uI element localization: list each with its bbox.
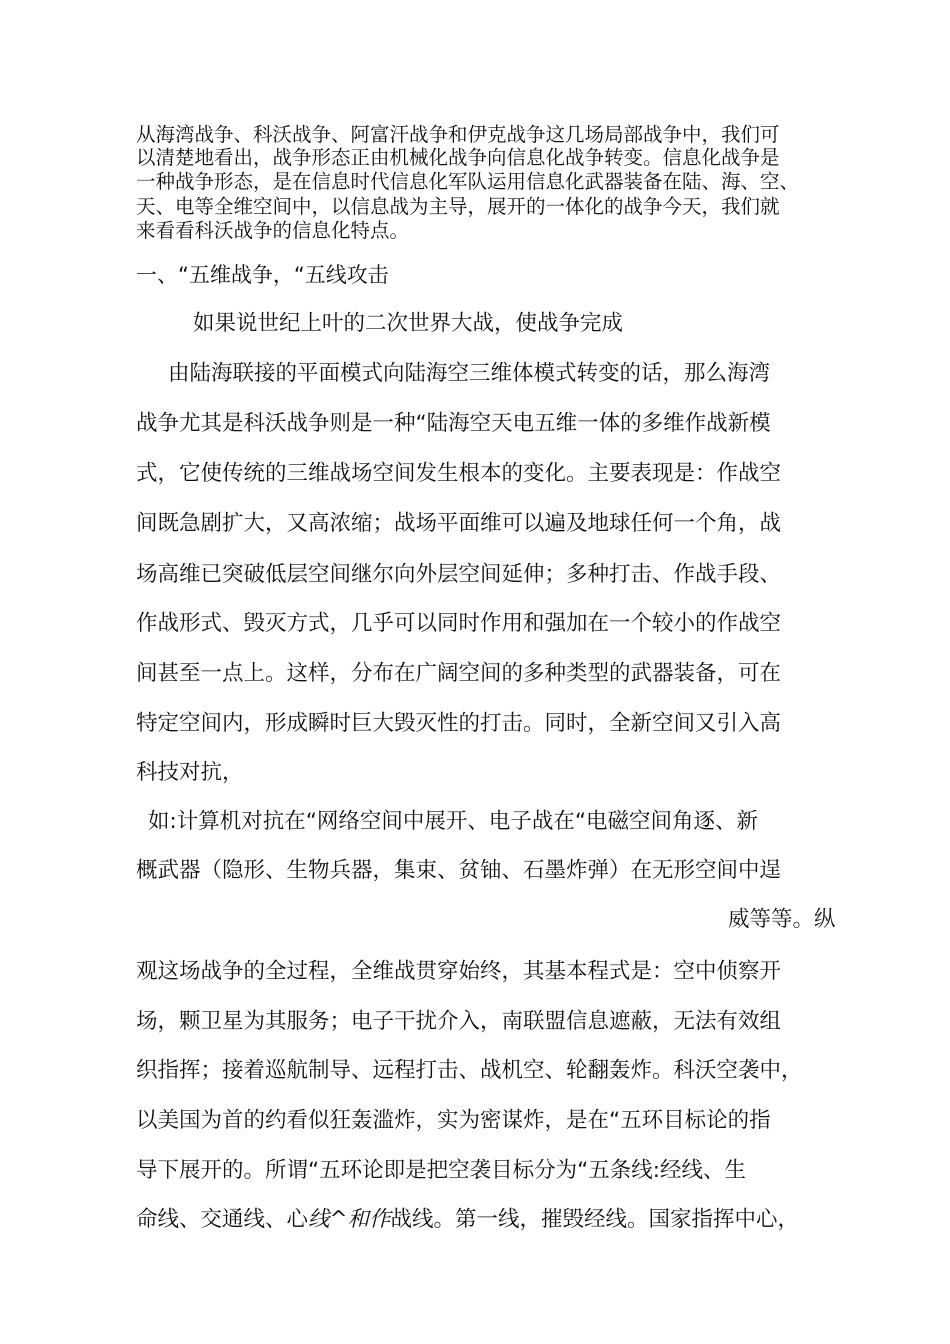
intro-line-5: 来看看科沃战争的信息化特点。 bbox=[136, 219, 410, 242]
body-line-19 bbox=[136, 1205, 799, 1235]
body-line-13: 威等等。纵 bbox=[728, 907, 836, 932]
last-line-part-1: 命线、交通线、心 bbox=[136, 1207, 309, 1232]
body-line-10: 科技对抗， bbox=[136, 760, 244, 785]
intro-line-2: 以清楚地看出，战争形态正由机械化战争向信息化战争转变。信息化战争是 bbox=[136, 146, 780, 169]
intro-line-3: 一种战争形态，是在信息时代信息化军队运用信息化武器装备在陆、海、空、 bbox=[136, 170, 800, 193]
body-line-15: 场，颗卫星为其服务；电子干扰介入，南联盟信息遮蔽，无法有效组 bbox=[136, 1009, 782, 1034]
body-line-9: 特定空间内，形成瞬时巨大毁灭性的打击。同时，全新空间又引入高 bbox=[136, 711, 782, 736]
section-heading: 一、“五维战争，“五线攻击 bbox=[136, 263, 389, 287]
last-line-part-2: 线^和作 bbox=[308, 1207, 391, 1232]
body-line-5: 间既急剧扩大，又高浓缩；战场平面维可以遍及地球任何一个角，战 bbox=[136, 511, 782, 536]
body-line-6: 场高维已突破低层空间继尔向外层空间延伸；多种打击、作战手段、 bbox=[136, 562, 782, 587]
body-line-7: 作战形式、毁灭方式，几乎可以同时作用和强加在一个较小的作战空 bbox=[136, 611, 782, 636]
intro-line-1: 从海湾战争、科沃战争、阿富汗战争和伊克战争这几场局部战争中，我们可 bbox=[136, 123, 780, 146]
body-line-14: 观这场战争的全过程，全维战贯穿始终，其基本程式是：空中侦察开 bbox=[136, 959, 782, 984]
body-line-18: 导下展开的。所谓“五环论即是把空袭目标分为“五条线:经线、生 bbox=[136, 1158, 747, 1183]
body-line-3: 战争尤其是科沃战争则是一种“陆海空天电五维一体的多维作战新模 bbox=[136, 411, 771, 436]
body-line-8: 间甚至一点上。这样，分布在广阔空间的多种类型的武器装备，可在 bbox=[136, 661, 782, 686]
body-line-11: 如:计算机对抗在“网络空间中展开、电子战在“电磁空间角逐、新 bbox=[148, 809, 759, 834]
body-line-17: 以美国为首的约看似狂轰滥炸，实为密谋炸，是在“五环目标论的指 bbox=[136, 1108, 771, 1133]
intro-line-4: 天、电等全维空间中，以信息战为主导，展开的一体化的战争今天，我们就 bbox=[136, 195, 780, 218]
body-line-12: 概武器（隐形、生物兵器，集束、贫铀、石墨炸弹）在无形空间中逞 bbox=[136, 858, 782, 883]
body-line-4: 式，它使传统的三维战场空间发生根本的变化。主要表现是：作战空 bbox=[136, 461, 782, 486]
body-line-1: 如果说世纪上叶的二次世界大战，使战争完成 bbox=[193, 311, 624, 336]
body-line-2: 由陆海联接的平面模式向陆海空三维体模式转变的话，那么海湾 bbox=[168, 361, 771, 386]
last-line-part-3: 战线。第一线，摧毁经线。国家指挥中心， bbox=[390, 1207, 800, 1232]
body-line-16: 织指挥；接着巡航制导、远程打击、战机空、轮翻轰炸。科沃空袭中， bbox=[136, 1058, 803, 1083]
